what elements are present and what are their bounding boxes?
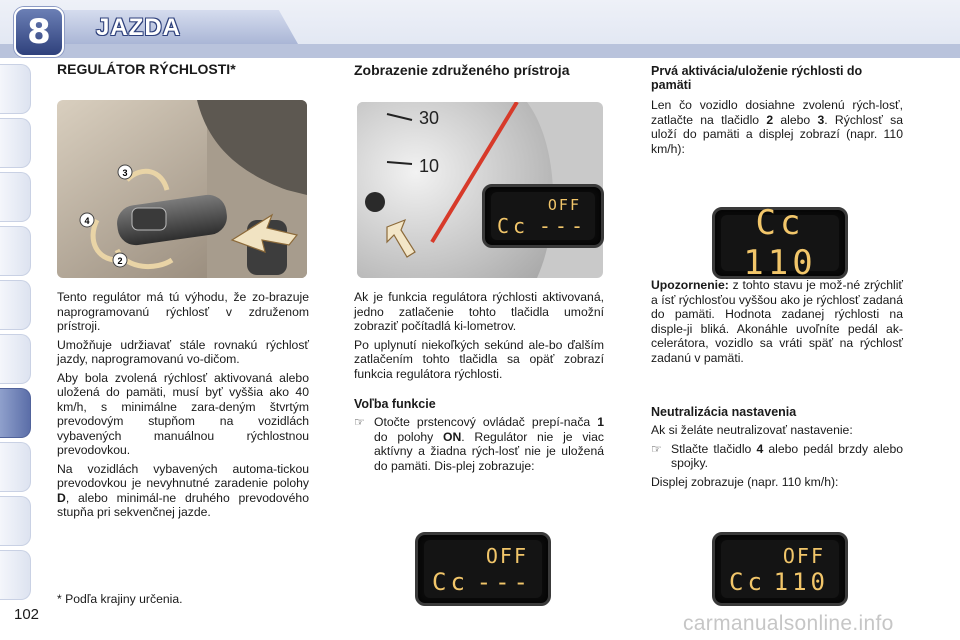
gauge-label-10: 10 (419, 156, 440, 176)
lcd-display-off (482, 184, 604, 248)
paragraph: Len čo vozidlo dosiahne zvolenú rých-losť, zatlačte na tlačidlo 2 alebo 3. Rýchlosť sa uloží do pamäti a displej zobrazí (napr. 110 km/h): (651, 98, 903, 156)
paragraph: Ak je funkcia regulátora rýchlosti aktivovaná, jedno zatlačenie tohto tlačidla umožní zobraziť počítadlá ki-lometrov. (354, 290, 604, 333)
lcd-line1: OFF (782, 544, 825, 568)
lcd-line1: OFF (485, 544, 528, 568)
side-tab-active (0, 388, 31, 438)
paragraph: Displej zobrazuje (napr. 110 km/h): (651, 474, 839, 489)
side-tab (0, 280, 31, 330)
lcd-line2-left: Cc (497, 214, 530, 238)
subtitle-neutralization: Neutralizácia nastavenia (651, 405, 797, 419)
paragraph: Ak si želáte neutralizovať nastavenie: (651, 423, 853, 437)
instruction-bullet: ☞ Stlačte tlačidlo 4 alebo pedál brzdy alebo spojky. (651, 441, 903, 470)
footnote: * Podľa krajiny určenia. (57, 592, 183, 606)
hand-pointer-icon: ☞ (651, 441, 662, 456)
header-band (0, 44, 960, 58)
gauge-label-30: 30 (419, 108, 440, 128)
section-title-cruise-control: REGULÁTOR RÝCHLOSTI* (57, 61, 236, 77)
side-tab (0, 334, 31, 384)
left-body (57, 290, 309, 524)
warning-label: Upozornenie: (651, 278, 729, 292)
lcd-line2-right: --- (538, 214, 587, 238)
paragraph: Tento regulátor má tú výhodu, že zo-brazuje naprogramovanú rýchlosť v združenom prístroji. (57, 290, 309, 333)
photo-label-3: 3 (122, 168, 128, 178)
side-tab (0, 172, 31, 222)
paragraph: Umožňuje udržiavať stále rovnakú rýchlosť jazdy, naprogramovanú vo-dičom. (57, 337, 309, 366)
side-tab (0, 496, 31, 546)
side-tab (0, 442, 31, 492)
steering-stalk-photo (57, 100, 307, 278)
lcd-display-off-bottom (415, 532, 551, 606)
middle-column (354, 62, 604, 78)
middle-body (354, 290, 604, 477)
chapter-side-tabs (0, 64, 34, 604)
lcd-line2-left: Cc (729, 568, 766, 596)
section-title-instrument-display: Zobrazenie združeného prístroja (354, 62, 570, 78)
side-tab (0, 226, 31, 276)
page-header (0, 0, 960, 58)
lcd-display-off-speed (712, 532, 848, 606)
chapter-title: JAZDA (96, 14, 182, 41)
paragraph: Po uplynutí niekoľkých sekúnd ale-bo ďalším zatlačením tohto tlačidla sa opäť zobrazí funkcia regulátora rýchlosti. (354, 337, 604, 381)
lcd-speed-text: Cc 110 (743, 203, 817, 283)
photo-label-4: 4 (84, 216, 90, 226)
side-tab (0, 64, 31, 114)
side-tab (0, 118, 31, 168)
lcd-line1: OFF (547, 196, 581, 214)
right-column (651, 64, 903, 160)
watermark: carmanualsonline.info (683, 612, 894, 635)
lcd-display-speed (712, 203, 848, 283)
lcd-line2-right: --- (476, 568, 532, 596)
chapter-number-badge: 8 (14, 7, 64, 57)
side-tab (0, 550, 31, 600)
steering-stalk-illustration (57, 100, 307, 278)
right-body (651, 278, 903, 493)
instruction-bullet: ☞ Otočte prstencový ovládač prepí-nača 1 do polohy ON. Regulátor nie je viac aktívny a žiadna rých-losť nie je uložená do pamäti. Dis-plej zobrazuje: (354, 415, 604, 473)
section-title-first-activation: Prvá aktivácia/uloženie rýchlosti do pamäti (651, 64, 863, 92)
warning-paragraph: Upozornenie: z tohto stavu je mož-né zrýchliť a ísť rýchlosťou vyššou ako je rýchlosť zadaná do pamäti. Hodnota zadanej rýchlosti na disple-ji bliká. Akonáhle uvoľníte pedál ak-celerátora, vozidlo sa vráti späť na rýchlosť zadanú v pamäti. (651, 278, 903, 365)
page-number: 102 (14, 606, 40, 623)
photo-label-2: 2 (117, 256, 123, 266)
paragraph: Aby bola zvolená rýchlosť aktivovaná alebo uložená do pamäti, musí byť vyššia ako 40 km/h, s minimálne zara-deným štvrtým prevodovým stupňom na vozidlách vybavených manuálnou rýchlostnou prevodovkou. (57, 370, 309, 457)
hand-pointer-icon: ☞ (354, 415, 365, 429)
lcd-line2-right: 110 (773, 568, 829, 596)
left-column (57, 62, 309, 77)
paragraph: Na vozidlách vybavených automa-tickou prevodovkou je nevyhnutné zaradenie polohy D, alebo minimál-ne druhého prevodového stupňa pri sekvenčnej jazde. (57, 461, 309, 519)
lcd-line2-left: Cc (432, 568, 469, 596)
subtitle-function-choice: Voľba funkcie (354, 397, 436, 411)
